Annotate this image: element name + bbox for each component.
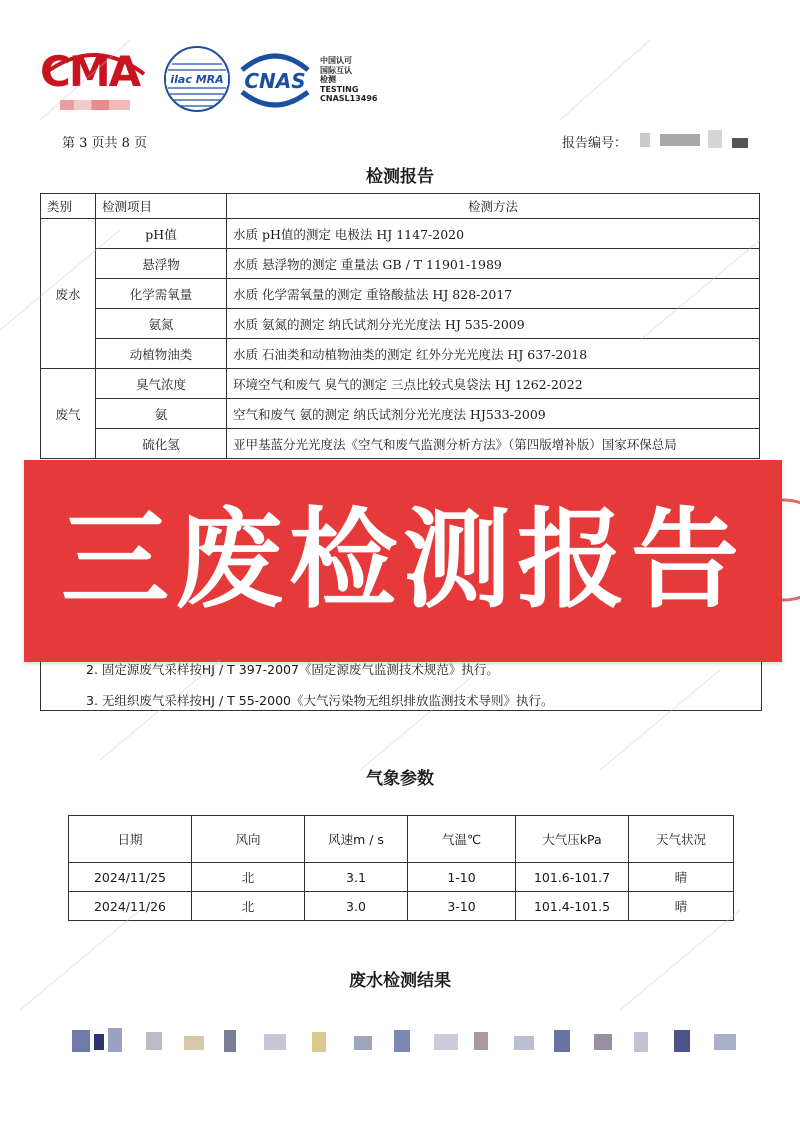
methods-table: [40, 193, 760, 459]
table-row: [41, 249, 760, 279]
item-cell: 氨: [96, 399, 227, 429]
weather-cell: 2024/11/25: [69, 863, 192, 892]
method-cell: 水质 悬浮物的测定 重量法 GB / T 11901-1989: [227, 249, 760, 279]
table-row: [69, 863, 734, 892]
weather-cell: 101.6-101.7: [516, 863, 629, 892]
item-cell: 氨氮: [96, 309, 227, 339]
method-cell: 环境空气和废气 臭气的测定 三点比较式臭袋法 HJ 1262-2022: [227, 369, 760, 399]
method-cell: 水质 氨氮的测定 纳氏试剂分光光度法 HJ 535-2009: [227, 309, 760, 339]
report-number-redacted: [640, 133, 650, 147]
method-cell: 水质 石油类和动植物油类的测定 红外分光光度法 HJ 637-2018: [227, 339, 760, 369]
col-method: 检测方法: [227, 194, 760, 219]
col-item: 检测项目: [96, 194, 227, 219]
method-cell: 水质 pH值的测定 电极法 HJ 1147-2020: [227, 219, 760, 249]
method-cell: 亚甲基蓝分光光度法《空气和废气监测分析方法》（第四版增补版）国家环保总局: [227, 429, 760, 459]
cma-logo: CMA: [40, 47, 140, 96]
col-pressure: 大气压kPa: [516, 816, 629, 863]
item-cell: pH值: [96, 219, 227, 249]
cnas-logo-text: CNAS: [244, 69, 306, 93]
item-cell: 硫化氢: [96, 429, 227, 459]
weather-cell: 2024/11/26: [69, 892, 192, 921]
ilac-mra-logo: [162, 44, 232, 114]
item-cell: 悬浮物: [96, 249, 227, 279]
item-cell: 臭气浓度: [96, 369, 227, 399]
results-header-redacted: [64, 1024, 754, 1064]
weather-cell: 3.0: [305, 892, 408, 921]
report-number-redacted: [708, 130, 722, 148]
banner-title: 三废检测报告: [60, 498, 745, 623]
col-category: 类别: [41, 194, 96, 219]
col-weather-condition: 天气状况: [629, 816, 734, 863]
method-cell: 水质 化学需氧量的测定 重铬酸盐法 HJ 828-2017: [227, 279, 760, 309]
weather-cell: 3.1: [305, 863, 408, 892]
weather-table: [68, 815, 734, 921]
table-row: [41, 369, 760, 399]
item-cell: 动植物油类: [96, 339, 227, 369]
weather-cell: 北: [192, 892, 305, 921]
table-row: [69, 892, 734, 921]
table-row: [41, 429, 760, 459]
wastewater-results-title: 废水检测结果: [349, 971, 451, 991]
col-wind-direction: 风向: [192, 816, 305, 863]
table-row: [41, 279, 760, 309]
report-number-label: 报告编号：: [562, 136, 628, 151]
ilac-logo-text: ilac MRA: [170, 73, 224, 86]
cnas-info-line: 中国认可: [320, 56, 352, 65]
weather-cell: 1-10: [408, 863, 516, 892]
table-row: [41, 219, 760, 249]
category-cell: 废水: [41, 219, 96, 369]
note-line: 2. 固定源废气采样按HJ / T 397-2007《固定源废气监测技术规范》执行。: [86, 662, 499, 677]
weather-cell: 晴: [629, 863, 734, 892]
weather-header-row: [69, 816, 734, 863]
col-date: 日期: [69, 816, 192, 863]
cnas-info-line: 国际互认: [320, 65, 352, 75]
cnas-info-line: CNASL13496: [320, 94, 378, 103]
weather-cell: 101.4-101.5: [516, 892, 629, 921]
page-indicator: 第 3 页共 8 页: [62, 136, 148, 151]
cnas-logo: [236, 48, 314, 112]
report-number-redacted: [660, 134, 700, 146]
table-row: [41, 339, 760, 369]
col-wind-speed: 风速m / s: [305, 816, 408, 863]
table-row: [41, 399, 760, 429]
weather-cell: 晴: [629, 892, 734, 921]
item-cell: 化学需氧量: [96, 279, 227, 309]
cnas-info-line: TESTING: [320, 84, 359, 94]
cma-code-redacted: [60, 100, 130, 110]
weather-cell: 北: [192, 863, 305, 892]
methods-header-row: [41, 194, 760, 219]
weather-title: 气象参数: [366, 769, 434, 789]
weather-cell: 3-10: [408, 892, 516, 921]
category-cell: 废气: [41, 369, 96, 459]
table-row: [41, 309, 760, 339]
method-cell: 空气和废气 氨的测定 纳氏试剂分光光度法 HJ533-2009: [227, 399, 760, 429]
cnas-info: [320, 56, 377, 104]
report-title: 检测报告: [366, 167, 434, 187]
report-number-redacted: [732, 138, 748, 148]
col-temperature: 气温℃: [408, 816, 516, 863]
cnas-info-line: 检测: [320, 75, 336, 84]
note-line: 3. 无组织废气采样按HJ / T 55-2000《大气污染物无组织排放监测技术导则》执行。: [86, 693, 554, 708]
